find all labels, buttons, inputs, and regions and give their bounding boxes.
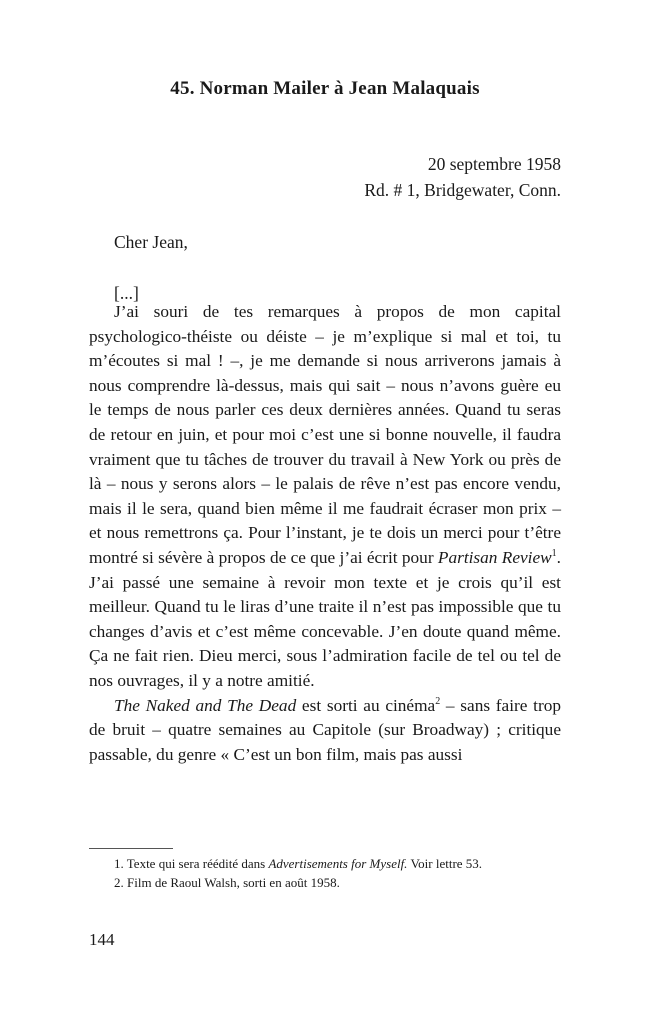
footnotes	[114, 854, 561, 892]
footnote-text: Film de Raoul Walsh, sorti en août 1958.	[123, 875, 340, 890]
film-title: The Naked and The Dead	[114, 695, 297, 715]
footnote-text: Voir lettre 53.	[407, 856, 483, 871]
paragraph-text: – sans faire trop de bruit – quatre semaines au Capitole (sur Broadway) ; critique passable, du genre « C’est un bon film, mais pas aussi	[89, 695, 561, 764]
letter-date: 20 septembre 1958	[427, 154, 561, 174]
letter-body	[89, 300, 561, 767]
footnote-reference-2: 2	[435, 695, 441, 707]
page-number: 144	[89, 930, 115, 949]
letter-address: Rd. # 1, Bridgewater, Conn.	[364, 180, 561, 200]
omission-mark: [...]	[114, 283, 139, 303]
footnote-2	[114, 873, 561, 892]
body-paragraph-1	[89, 300, 561, 694]
footnote-text: Texte qui sera réédité dans	[123, 856, 269, 871]
salutation: Cher Jean,	[114, 232, 188, 252]
body-paragraph-2	[89, 694, 561, 768]
book-title: Advertisements for Myself.	[268, 856, 408, 871]
footnote-number: 2.	[114, 875, 124, 890]
paragraph-text: est sorti au cinéma	[296, 695, 436, 715]
journal-title: Partisan Review	[437, 547, 552, 567]
paragraph-text: J’ai souri de tes remarques à propos de mon capital psychologico-théiste ou déiste – je m’explique si mal et toi, tu m’écoutes si mal ! –, je me demande si nous arriverons jamais à nous comprendre là-dessus, mais qui sait – nous n’avons guère eu le temps de nous parler ces deux dernières années. Quand tu seras de retour en juin, et pour moi c’est une si bonne nouvelle, il faudra vraiment que tu tâches de trouver du travail à New York ou près de là – nous y serons alors – le palais de rêve n’est pas encore vendu, mais il le sera, quand bien même il me faudrait écraser mon prix – et nous remettrons ça. Pour l’instant, je te dois un merci pour t’être montré si sévère à propos de ce que j’ai écrit pour	[89, 302, 561, 567]
footnote-number: 1.	[114, 856, 124, 871]
letter-title: 45. Norman Mailer à Jean Malaquais	[170, 78, 480, 99]
paragraph-text: . J’ai passé une semaine à revoir mon texte et je crois qu’il est meilleur. Quand tu le liras d’une traite il n’est pas impossible que tu changes d’avis et c’est même concevable. J’en doute quand même. Ça ne fait rien. Dieu merci, sous l’admiration facile de tel ou tel de nos ouvrages, il y a notre amitié.	[89, 547, 561, 690]
footnote-reference-1: 1	[551, 547, 557, 559]
footnote-divider	[89, 848, 173, 849]
footnote-1	[114, 854, 561, 873]
